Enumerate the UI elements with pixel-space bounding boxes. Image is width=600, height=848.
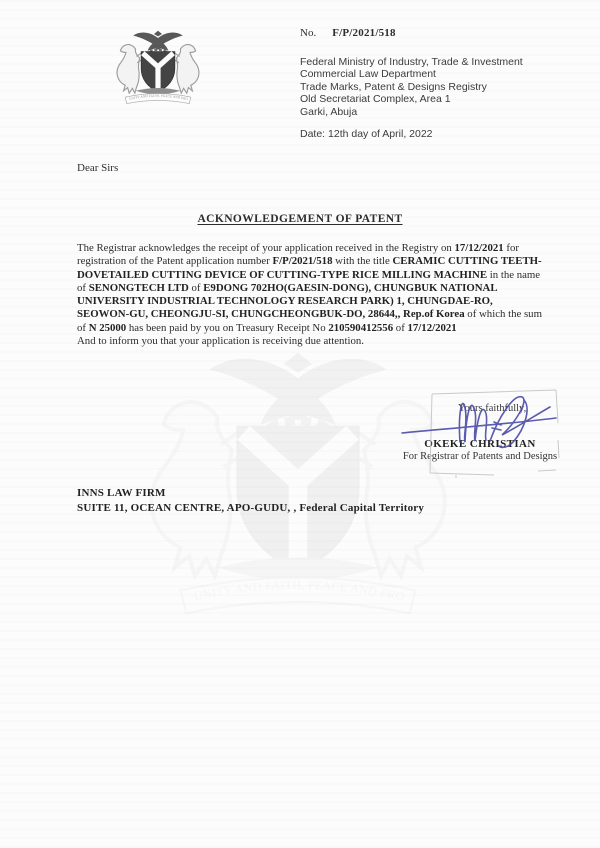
signatory-role: For Registrar of Patents and Designs [402,451,558,462]
recipient-line: INNS LAW FIRM [77,487,166,499]
body-text: of which the sum of [77,308,542,334]
body-emphasis-text: N 25000 [88,321,127,334]
body-text: The Registrar acknowledges the receipt of your application received in the Registry on [77,242,455,254]
body-emphasis-text: F/P/2021/518 [272,255,333,268]
nigeria-coat-of-arms-icon [110,28,206,112]
letter-title-wrap [0,209,600,227]
body-emphasis-text: CERAMIC CUTTING TEETH-DOVETAILED CUTTING DEVICE OF CUTTING-TYPE RICE MILLING MACHINE [77,255,542,281]
body-emphasis-text: 210590412556 [328,321,394,334]
sender-line: Old Secretariat Complex, Area 1 [300,93,451,106]
sender-line: Garki, Abuja [300,105,358,118]
body-emphasis-text: 17/12/2021 [407,321,457,334]
body-paragraph [77,242,544,348]
body-emphasis-text: SENONGTECH LTD [88,281,189,294]
body-text: with the title [332,255,393,268]
body-text: has been paid by you on Treasury Receipt No [126,321,329,334]
body-text: And to inform you that your application is receiving due attention. [77,335,364,348]
sender-address-block [300,56,523,118]
body-text: in the name of [77,268,541,294]
body-text: of [393,321,408,334]
body-emphasis-text: 17/12/2021 [454,242,504,254]
letter-title: ACKNOWLEDGEMENT OF PATENT [197,213,403,225]
body-text: of [188,281,204,294]
sender-line: Federal Ministry of Industry, Trade & Investment [300,56,523,68]
recipient-address-block [77,486,424,515]
closing-phrase: Yours faithfully, [458,403,527,414]
sender-line: Commercial Law Department [300,68,436,81]
reference-number: F/P/2021/518 [332,27,396,39]
body-text: for registration of the Patent application number [77,242,519,268]
sender-line: Trade Marks, Patent & Designs Registry [300,80,487,93]
body-emphasis-text: E9DONG 702HO(GAESIN-DONG), CHUNGBUK NATIONAL UNIVERSITY INDUSTRIAL TECHNOLOGY RESEARCH PARK) 1, CHUNGDAE-RO, SEOWON-GU, CHEONGJU-SI, CHUNGCHEONGBUK-DO, 28644,, Rep.of Korea [77,281,497,321]
reference-line [300,27,396,39]
reference-label: No. [300,27,317,39]
recipient-line: SUITE 11, OCEAN CENTRE, APO-GUDU, , Federal Capital Territory [77,501,425,514]
signatory-name: OKEKE CHRISTIAN [424,438,536,450]
date-line: Date: 12th day of April, 2022 [300,128,433,140]
salutation: Dear Sirs [77,162,119,174]
